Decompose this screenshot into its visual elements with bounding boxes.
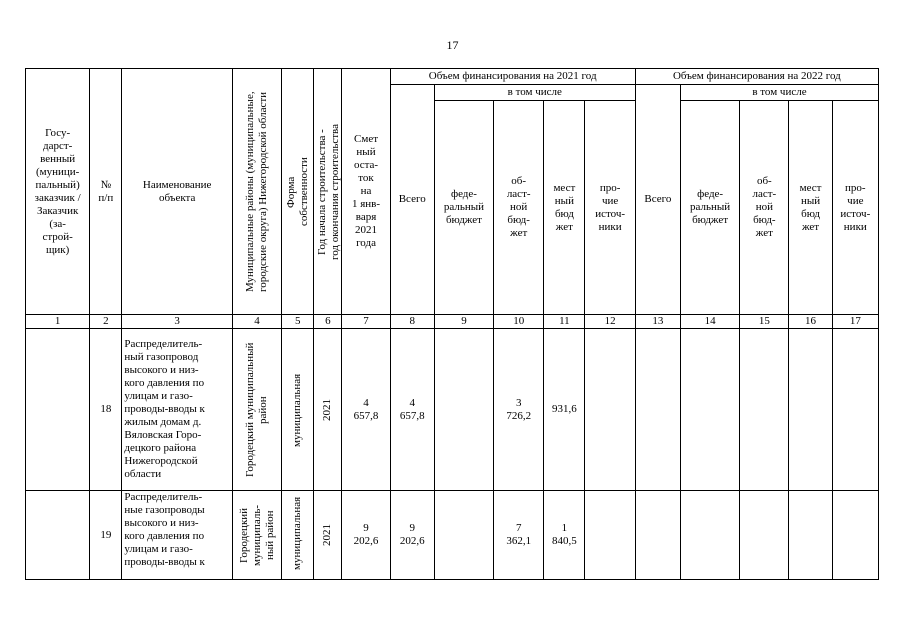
column-number: 10: [494, 315, 544, 329]
federal-2022-value: [680, 491, 739, 580]
column-number: 16: [789, 315, 832, 329]
column-number: 11: [544, 315, 585, 329]
district: Городецкий муниципаль- ный район: [237, 504, 276, 566]
years: 2021: [321, 398, 334, 421]
ownership: муниципальная: [291, 496, 304, 570]
total-2021-value: 9 202,6: [390, 491, 434, 580]
header-regional-2022: об- ласт- ной бюд- жет: [740, 101, 789, 315]
ownership-cell: [282, 491, 314, 580]
header-fin-2022: Объем финансирования на 2022 год: [635, 69, 878, 85]
remaining-value: 9 202,6: [342, 491, 390, 580]
header-local-2021: мест ный бюд жет: [544, 101, 585, 315]
regional-2021-value: 3 726,2: [494, 329, 544, 491]
column-number: 13: [635, 315, 680, 329]
regional-2022-value: [740, 329, 789, 491]
ownership: муниципальная: [291, 372, 304, 447]
header-local-2022: мест ный бюд жет: [789, 101, 832, 315]
header-years: Год начала строительства - год окончания строительства: [316, 123, 342, 260]
column-number: 2: [90, 315, 122, 329]
column-number: 17: [832, 315, 878, 329]
table-row: [26, 491, 879, 580]
page-number: 17: [446, 38, 459, 52]
years: 2021: [321, 524, 334, 546]
header-fin-2021: Объем финансирования на 2021 год: [390, 69, 635, 85]
header-ownership-cell: [282, 69, 314, 315]
total-2021-value: 4 657,8: [390, 329, 434, 491]
other-2022-value: [832, 329, 878, 491]
header-ownership: Форма собственности: [284, 157, 310, 226]
other-2022-value: [832, 491, 878, 580]
column-number: 6: [314, 315, 342, 329]
regional-2021-value: 7 362,1: [494, 491, 544, 580]
other-2021-value: [585, 491, 635, 580]
other-2021-value: [585, 329, 635, 491]
column-number: 15: [740, 315, 789, 329]
header-customer: Госу- дарст- венный (муници- пальный) заказчик / Заказчик (за- строй- щик): [26, 69, 90, 315]
row-number: 19: [90, 491, 122, 580]
district-cell: [232, 491, 281, 580]
header-federal-2021: феде- ральный бюджет: [434, 101, 493, 315]
years-cell: [314, 329, 342, 491]
federal-2022-value: [680, 329, 739, 491]
column-number: 1: [26, 315, 90, 329]
column-number: 5: [282, 315, 314, 329]
object-name: Распределитель- ный газопровод высокого и низ- кого давления по улицам и газо- проводы-вводы к жилым домам д. Вяловская Горо- децкого района Нижегородской области: [122, 329, 233, 491]
local-2022-value: [789, 491, 832, 580]
federal-2021-value: [434, 491, 493, 580]
header-regional-2021: об- ласт- ной бюд- жет: [494, 101, 544, 315]
column-number: 12: [585, 315, 635, 329]
regional-2022-value: [740, 491, 789, 580]
column-numbers-row: [26, 315, 879, 329]
local-2021-value: 931,6: [544, 329, 585, 491]
header-federal-2022: феде- ральный бюджет: [680, 101, 739, 315]
total-2022-value: [635, 491, 680, 580]
header-districts-cell: [232, 69, 281, 315]
column-number: 9: [434, 315, 493, 329]
header-total-2021: Всего: [390, 85, 434, 315]
column-number: 4: [232, 315, 281, 329]
header-other-2021: про- чие источ- ники: [585, 101, 635, 315]
district-cell: [232, 329, 281, 491]
header-total-2022: Всего: [635, 85, 680, 315]
column-number: 14: [680, 315, 739, 329]
remaining-value: 4 657,8: [342, 329, 390, 491]
header-districts: Муниципальные районы (муниципальные, городские округа) Нижегородской области: [244, 91, 270, 292]
customer-cell: [26, 329, 90, 491]
local-2021-value: 1 840,5: [544, 491, 585, 580]
district: Городецкий муниципальный район: [244, 342, 270, 477]
header-object-name: Наименование объекта: [122, 69, 233, 315]
total-2022-value: [635, 329, 680, 491]
column-number: 3: [122, 315, 233, 329]
header-including-2022: в том числе: [680, 85, 878, 101]
header-other-2022: про- чие источ- ники: [832, 101, 878, 315]
header-including-2021: в том числе: [434, 85, 635, 101]
column-number: 8: [390, 315, 434, 329]
object-name: Распределитель- ные газопроводы высокого и низ- кого давления по улицам и газо- проводы-вводы к: [122, 491, 233, 580]
years-cell: [314, 491, 342, 580]
financing-table: [25, 68, 879, 580]
customer-cell: [26, 491, 90, 580]
federal-2021-value: [434, 329, 493, 491]
header-remaining: Смет ный оста- ток на 1 янв- варя 2021 года: [342, 69, 390, 315]
header-years-cell: [314, 69, 342, 315]
ownership-cell: [282, 329, 314, 491]
local-2022-value: [789, 329, 832, 491]
table-row: [26, 329, 879, 491]
header-num: № п/п: [90, 69, 122, 315]
column-number: 7: [342, 315, 390, 329]
row-number: 18: [90, 329, 122, 491]
